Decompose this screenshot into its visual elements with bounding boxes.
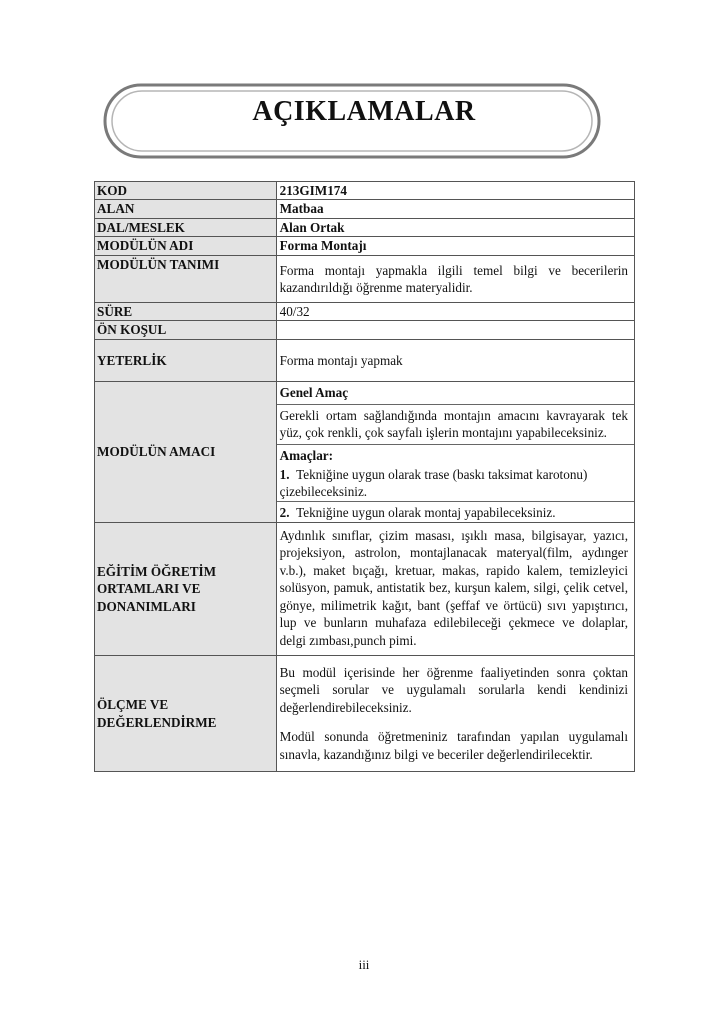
table-row xyxy=(95,200,635,218)
table-row xyxy=(95,523,635,656)
table-row xyxy=(95,218,635,236)
table-row xyxy=(95,255,635,302)
row-value-sure: 40/32 xyxy=(276,302,634,320)
row-value-kod: 213GIM174 xyxy=(276,182,634,200)
table-row xyxy=(95,321,635,340)
row-value-modul-adi: Forma Montajı xyxy=(276,237,634,255)
genel-amac-title: Genel Amaç xyxy=(279,385,349,401)
row-key-alan: ALAN xyxy=(95,200,277,218)
row-value-yeterlik: Forma montajı yapmak xyxy=(276,340,634,382)
amac-item-number: 2. xyxy=(279,504,290,520)
row-key-line: DONANIMLARI xyxy=(97,598,196,614)
table-row xyxy=(95,237,635,255)
row-key-dal: DAL/MESLEK xyxy=(95,218,277,236)
row-value-olcme xyxy=(276,656,634,772)
genel-amac-text: Gerekli ortam sağlandığında montajın amacını kavrayarak tek yüz, çok renkli, çok sayfalı işlerin montajını yapabileceksiniz. xyxy=(277,404,634,443)
table-row xyxy=(95,182,635,200)
amaclar-title: Amaçlar: xyxy=(277,444,634,465)
row-key-olcme xyxy=(95,656,277,772)
row-value-egitim-ortamlari: Aydınlık sınıflar, çizim masası, ışıklı masa, bilgisayar, yazıcı, projeksiyon, astrolon, montajlanacak materyal(film, aydınger v.b.), maket bıçağı, kretuar, makas, rapido kalem, temizleyici solüsyon, pamuk, antistatik bez, kurşun kalem, silgi, çelik cetvel, gönye, milimetrik kağıt, bant (şeffaf ve örtücü) sıvı yapıştırıcı, lup ve bunların muhafaza edilebileceği çekmece ve dolaplar, delgi zımbası,punch pimi. xyxy=(276,523,634,656)
module-info-table xyxy=(94,181,635,772)
table-row xyxy=(95,340,635,382)
table-row xyxy=(95,382,635,523)
row-key-modul-amaci: MODÜLÜN AMACI xyxy=(95,382,277,523)
row-key-line: DEĞERLENDİRME xyxy=(97,714,217,730)
row-key-modul-tanimi: MODÜLÜN TANIMI xyxy=(95,255,277,302)
amac-item-text: Tekniğine uygun olarak trase (baskı taksimat karotonu) çizebileceksiniz. xyxy=(279,466,588,500)
row-key-kod: KOD xyxy=(95,182,277,200)
row-value-alan: Matbaa xyxy=(276,200,634,218)
amac-item xyxy=(280,466,628,501)
table-row xyxy=(95,302,635,320)
olcme-text-2: Modül sonunda öğretmeniniz tarafından yapılan uygulamalı sınavla, kazandığınız bilgi ve beceriler değerlendirilecektir. xyxy=(279,729,628,762)
olcme-text-1: Bu modül içerisinde her öğrenme faaliyetinden sonra çoktan seçmeli sorular ve uygulamalı sorularla kendi kendinizi değerlendirebileceksiniz. xyxy=(279,665,628,715)
row-key-yeterlik: YETERLİK xyxy=(95,340,277,382)
row-key-modul-adi: MODÜLÜN ADI xyxy=(95,237,277,255)
row-key-sure: SÜRE xyxy=(95,302,277,320)
row-key-line: EĞİTİM ÖĞRETİM xyxy=(97,563,217,579)
page-title: AÇIKLAMALAR xyxy=(252,96,476,127)
row-value-on-kosul xyxy=(276,321,634,340)
row-value-dal: Alan Ortak xyxy=(276,218,634,236)
row-value-modul-tanimi: Forma montajı yapmakla ilgili temel bilgi ve becerilerin kazandırıldığı öğrenme materyalidir. xyxy=(276,255,634,302)
row-key-egitim-ortamlari xyxy=(95,523,277,656)
row-key-on-kosul: ÖN KOŞUL xyxy=(95,321,277,340)
row-key-line: ORTAMLARI VE xyxy=(97,581,201,597)
row-key-line: ÖLÇME VE xyxy=(97,697,169,713)
amac-item xyxy=(277,501,634,522)
row-value-modul-amaci xyxy=(276,382,634,523)
page-number: iii xyxy=(358,957,370,972)
amac-item-number: 1. xyxy=(279,466,290,482)
table-row xyxy=(95,656,635,772)
amac-item-text: Tekniğine uygun olarak montaj yapabileceksiniz. xyxy=(296,504,556,520)
